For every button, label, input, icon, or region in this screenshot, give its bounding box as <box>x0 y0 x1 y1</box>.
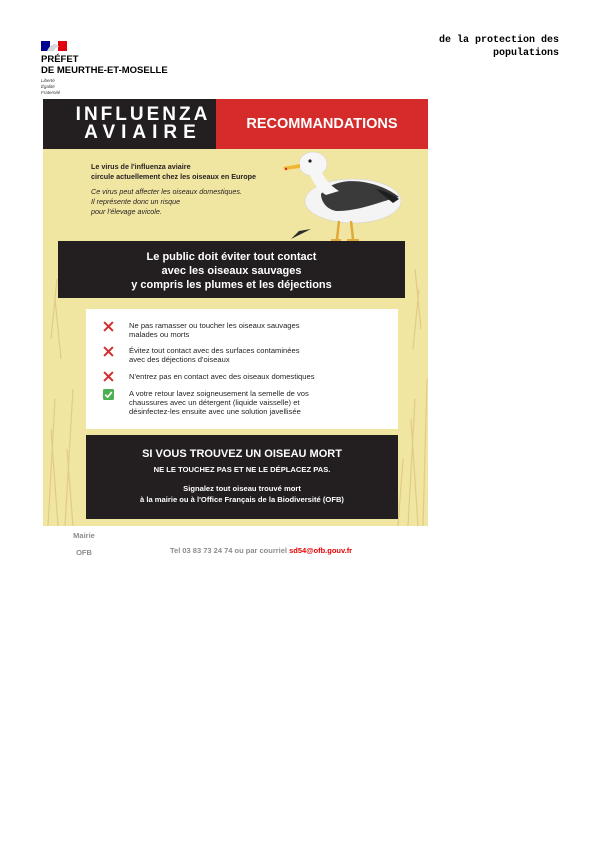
public-warning-line2: avec les oiseaux sauvages <box>161 265 302 277</box>
motto-egalite: Égalité <box>41 84 55 89</box>
intro-italic-line2: Il représente donc un risque <box>91 197 181 206</box>
ofb-label: OFB <box>76 548 92 557</box>
seagull-icon <box>281 139 401 249</box>
dead-bird-report-line2: à la mairie ou à l'Office Français de la Biodiversité (OFB) <box>140 495 344 504</box>
service-name <box>359 34 559 60</box>
contact-line <box>170 546 352 555</box>
prefect-title: PRÉFET <box>41 54 79 65</box>
service-name-line1: de la protection des <box>438 35 559 46</box>
poster-title-line2: AVIAIRE <box>84 122 202 143</box>
dead-bird-warning: NE LE TOUCHEZ PAS ET NE LE DÉPLACEZ PAS. <box>153 465 331 474</box>
intro-bold-line2: circule actuellement chez les oiseaux en Europe <box>91 172 256 181</box>
contact-email-link[interactable]: sd54@ofb.gouv.fr <box>289 546 353 555</box>
avian-flu-poster <box>43 99 428 526</box>
motto-fraternite: Fraternité <box>41 90 61 95</box>
poster-title-line1: INFLUENZA <box>75 104 211 125</box>
contact-phone: Tel 03 83 73 24 74 ou par courriel <box>170 546 290 555</box>
intro-italic-line1: Ce virus peut affecter les oiseaux domestiques. <box>91 187 243 196</box>
cross-icon <box>103 371 114 382</box>
reco-1-line1: Ne pas ramasser ou toucher les oiseaux sauvages <box>129 321 300 330</box>
intro-italic-line3: pour l'élevage avicole. <box>91 207 162 216</box>
check-icon <box>103 389 114 400</box>
cross-icon <box>103 346 114 357</box>
intro-bold-line1: Le virus de l'influenza aviaire <box>91 162 191 171</box>
marianne-logo-icon <box>41 41 67 51</box>
mairie-label: Mairie <box>73 531 95 540</box>
motto-liberte: Liberté <box>41 78 55 83</box>
reco-1-line2: malades ou morts <box>129 330 190 339</box>
list-item <box>129 389 389 416</box>
reco-4-line1: A votre retour lavez soigneusement la semelle de vos <box>129 389 309 398</box>
public-warning-line1: Le public doit éviter tout contact <box>146 251 317 263</box>
public-warning-line3: y compris les plumes et les déjections <box>131 279 332 291</box>
reco-4-line2: chaussures avec un détergent (liquide vaisselle) et <box>129 398 300 407</box>
list-item <box>129 372 389 381</box>
dead-bird-report-line1: Signalez tout oiseau trouvé mort <box>183 484 301 493</box>
reco-3-line1: N'entrez pas en contact avec des oiseaux domestiques <box>129 372 315 381</box>
reco-2-line2: avec des déjections d'oiseaux <box>129 355 230 364</box>
recommandations-heading: RECOMMANDATIONS <box>246 116 398 132</box>
service-name-line2: populations <box>492 48 559 59</box>
reco-4-line3: désinfectez-les ensuite avec une solution javellisée <box>129 407 301 416</box>
cross-icon <box>103 321 114 332</box>
dead-bird-title: SI VOUS TROUVEZ UN OISEAU MORT <box>142 448 342 460</box>
list-item <box>129 321 389 339</box>
reco-2-line1: Évitez tout contact avec des surfaces contaminées <box>129 346 300 355</box>
prefect-department: DE MEURTHE-ET-MOSELLE <box>41 65 168 76</box>
list-item <box>129 346 389 364</box>
